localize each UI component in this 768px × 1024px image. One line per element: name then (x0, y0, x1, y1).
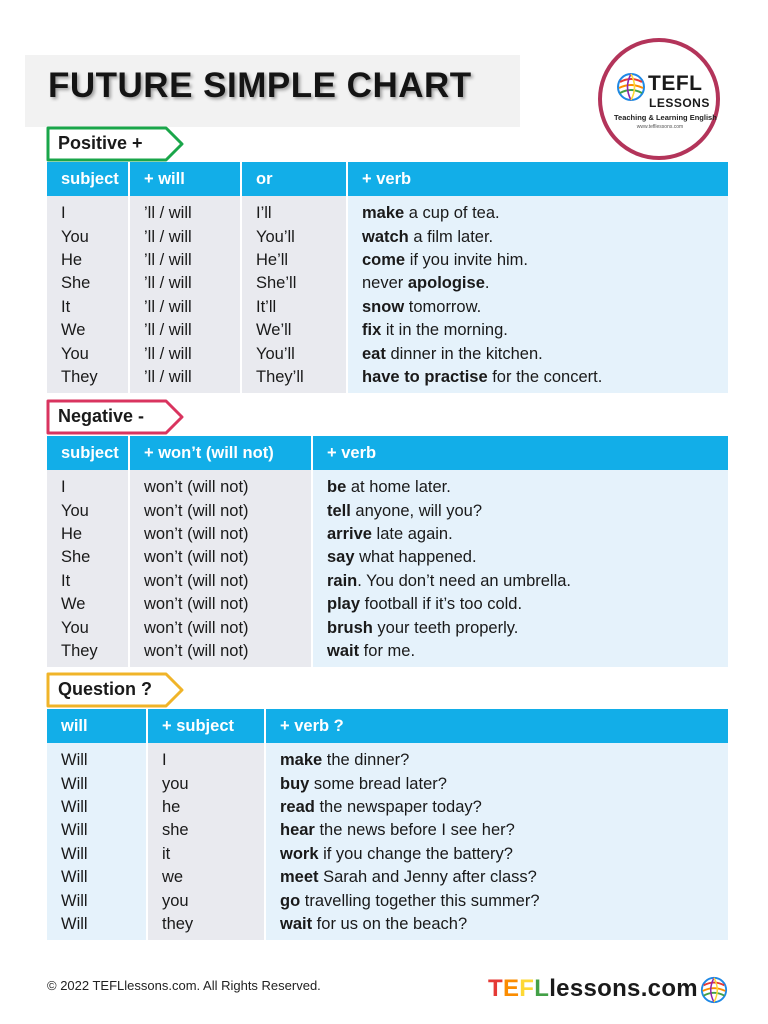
table-cell: she (148, 819, 266, 842)
verb-rest: late again. (371, 524, 453, 543)
verb-cell (266, 866, 728, 889)
verb-bold: say (327, 548, 355, 567)
footer-brand: TEFLlessons.com (488, 975, 698, 1002)
table-cell: She’ll (242, 272, 348, 295)
verb-cell (266, 743, 728, 772)
verb-cell (348, 249, 728, 272)
table-cell: Will (47, 819, 148, 842)
table-cell: It (47, 570, 130, 593)
table-cell: ’ll / will (130, 319, 242, 342)
verb-cell (266, 913, 728, 940)
verb-bold: eat (362, 344, 386, 363)
positive-label-text: Positive + (58, 133, 143, 153)
table-cell: you (148, 772, 266, 795)
verb-bold: meet (280, 868, 319, 887)
verb-cell (313, 640, 728, 667)
verb-cell (313, 499, 728, 522)
table-cell: Will (47, 796, 148, 819)
verb-cell (313, 570, 728, 593)
table-cell: They (47, 640, 130, 667)
header-cell: + won’t (will not) (130, 436, 313, 470)
header-cell: subject (47, 162, 130, 196)
verb-bold: rain (327, 571, 358, 590)
table-cell: He’ll (242, 249, 348, 272)
table-cell: They’ll (242, 366, 348, 393)
table-cell: won’t (will not) (130, 470, 313, 499)
verb-cell (348, 272, 728, 295)
verb-rest: for me. (359, 641, 416, 660)
table-cell: it (148, 843, 266, 866)
verb-rest: for us on the beach? (312, 914, 468, 933)
copyright-text: © 2022 TEFLlessons.com. All Rights Reserved. (47, 978, 321, 993)
verb-cell (313, 546, 728, 569)
verb-rest: tomorrow. (404, 297, 482, 316)
table-cell: you (148, 889, 266, 912)
verb-bold: tell (327, 501, 351, 520)
table-row (47, 470, 728, 499)
table-cell: they (148, 913, 266, 940)
table-cell: Will (47, 913, 148, 940)
verb-rest: anyone, will you? (350, 501, 483, 520)
table-cell: we (148, 866, 266, 889)
verb-cell (266, 889, 728, 912)
table-cell: ’ll / will (130, 342, 242, 365)
table-row (47, 366, 728, 393)
table-cell: Will (47, 772, 148, 795)
header-cell: or (242, 162, 348, 196)
table-cell: You (47, 499, 130, 522)
table-cell: won’t (will not) (130, 593, 313, 616)
table-cell: We’ll (242, 319, 348, 342)
verb-rest: . You don’t need an umbrella. (357, 571, 572, 590)
negative-label (46, 399, 186, 435)
verb-bold: wait (280, 914, 313, 933)
header-cell: + verb ? (266, 709, 728, 743)
table-cell: ’ll / will (130, 225, 242, 248)
table-cell: won’t (will not) (130, 499, 313, 522)
table-cell: You’ll (242, 342, 348, 365)
table-cell: ’ll / will (130, 272, 242, 295)
verb-rest: travelling together this summer? (300, 891, 540, 910)
header-cell: will (47, 709, 148, 743)
header-cell: + will (130, 162, 242, 196)
verb-rest: the newspaper today? (314, 797, 482, 816)
table-cell: Will (47, 743, 148, 772)
table-row (47, 616, 728, 639)
table-cell: Will (47, 889, 148, 912)
verb-bold: arrive (327, 524, 372, 543)
table-cell: It (47, 296, 130, 319)
verb-rest: if you invite him. (405, 250, 528, 269)
table-cell: I (47, 470, 130, 499)
verb-bold: make (280, 751, 323, 770)
verb-cell (266, 843, 728, 866)
globe-icon (616, 72, 646, 102)
verb-bold: go (280, 891, 301, 910)
table-cell: You (47, 342, 130, 365)
positive-label (46, 126, 186, 162)
verb-rest: dinner in the kitchen. (385, 344, 543, 363)
table-cell: ’ll / will (130, 249, 242, 272)
verb-rest: Sarah and Jenny after class? (318, 868, 537, 887)
verb-cell (348, 296, 728, 319)
verb-rest: the dinner? (322, 751, 410, 770)
verb-rest: a cup of tea. (404, 204, 500, 223)
table-header (47, 162, 728, 196)
table-row (47, 342, 728, 365)
table-row (47, 819, 728, 842)
verb-cell (348, 196, 728, 225)
question-label-text: Question ? (58, 679, 152, 699)
table-row (47, 889, 728, 912)
globe-icon (700, 976, 728, 1004)
verb-bold: have to practise (362, 367, 488, 386)
header-cell: + verb (348, 162, 728, 196)
table-cell: won’t (will not) (130, 640, 313, 667)
verb-cell (313, 593, 728, 616)
verb-cell (313, 616, 728, 639)
table-row (47, 499, 728, 522)
verb-rest: football if it’s too cold. (360, 595, 523, 614)
tefl-logo (598, 38, 720, 160)
verb-bold: make (362, 204, 405, 223)
header-cell: + verb (313, 436, 728, 470)
question-label (46, 672, 186, 708)
table-cell: She (47, 272, 130, 295)
table-row (47, 225, 728, 248)
verb-bold: read (280, 797, 315, 816)
table-cell: ’ll / will (130, 196, 242, 225)
table-cell: You’ll (242, 225, 348, 248)
table-cell: You (47, 225, 130, 248)
question-table (47, 709, 728, 940)
negative-label-text: Negative - (58, 406, 145, 426)
verb-cell (266, 819, 728, 842)
table-row (47, 772, 728, 795)
table-cell: Will (47, 866, 148, 889)
table-cell: I (47, 196, 130, 225)
table-cell: It’ll (242, 296, 348, 319)
table-cell: ’ll / will (130, 366, 242, 393)
verb-cell (313, 523, 728, 546)
positive-table (47, 162, 728, 393)
verb-rest: if you change the battery? (318, 844, 513, 863)
table-row (47, 319, 728, 342)
table-cell: ’ll / will (130, 296, 242, 319)
table-row (47, 913, 728, 940)
table-header (47, 709, 728, 743)
verb-cell (348, 319, 728, 342)
verb-bold: brush (327, 618, 373, 637)
table-cell: won’t (will not) (130, 523, 313, 546)
table-cell: We (47, 319, 130, 342)
table-cell: I (148, 743, 266, 772)
table-cell: He (47, 523, 130, 546)
table-row (47, 570, 728, 593)
verb-cell (348, 342, 728, 365)
verb-rest: a film later. (408, 227, 494, 246)
verb-bold: apologise (407, 274, 485, 293)
header-cell: subject (47, 436, 130, 470)
table-row (47, 866, 728, 889)
negative-table (47, 436, 728, 667)
verb-bold: buy (280, 774, 310, 793)
table-cell: We (47, 593, 130, 616)
table-row (47, 546, 728, 569)
table-row (47, 296, 728, 319)
verb-cell (348, 225, 728, 248)
verb-prefix: never (362, 274, 408, 293)
table-cell: won’t (will not) (130, 570, 313, 593)
table-row (47, 272, 728, 295)
header-cell: + subject (148, 709, 266, 743)
logo-tagline: Teaching & Learning English (614, 113, 717, 122)
table-cell: You (47, 616, 130, 639)
logo-brand-sub: LESSONS (649, 96, 710, 110)
table-cell: Will (47, 843, 148, 866)
verb-bold: come (362, 250, 406, 269)
verb-rest: what happened. (354, 548, 477, 567)
table-row (47, 796, 728, 819)
verb-bold: fix (362, 321, 382, 340)
table-row (47, 593, 728, 616)
table-row (47, 196, 728, 225)
verb-cell (313, 470, 728, 499)
verb-bold: wait (327, 641, 360, 660)
table-cell: She (47, 546, 130, 569)
verb-bold: snow (362, 297, 405, 316)
verb-rest: the news before I see her? (314, 821, 515, 840)
table-header (47, 436, 728, 470)
table-row (47, 843, 728, 866)
table-cell: They (47, 366, 130, 393)
table-cell: He (47, 249, 130, 272)
verb-rest: some bread later? (309, 774, 447, 793)
table-row (47, 743, 728, 772)
logo-brand: TEFL (648, 72, 703, 95)
table-cell: won’t (will not) (130, 546, 313, 569)
table-cell: won’t (will not) (130, 616, 313, 639)
verb-rest: it in the morning. (381, 321, 508, 340)
verb-cell (266, 772, 728, 795)
verb-bold: play (327, 595, 361, 614)
verb-cell (266, 796, 728, 819)
verb-bold: hear (280, 821, 315, 840)
table-row (47, 249, 728, 272)
verb-rest: at home later. (346, 478, 451, 497)
verb-bold: be (327, 478, 347, 497)
verb-rest: your teeth properly. (372, 618, 519, 637)
table-row (47, 523, 728, 546)
table-cell: I’ll (242, 196, 348, 225)
verb-bold: work (280, 844, 319, 863)
verb-cell (348, 366, 728, 393)
table-cell: he (148, 796, 266, 819)
page-title: FUTURE SIMPLE CHART (48, 66, 472, 105)
verb-rest: . (484, 274, 490, 293)
verb-bold: watch (362, 227, 409, 246)
verb-rest: for the concert. (487, 367, 603, 386)
logo-url: www.tefllessons.com (636, 124, 684, 130)
table-row (47, 640, 728, 667)
